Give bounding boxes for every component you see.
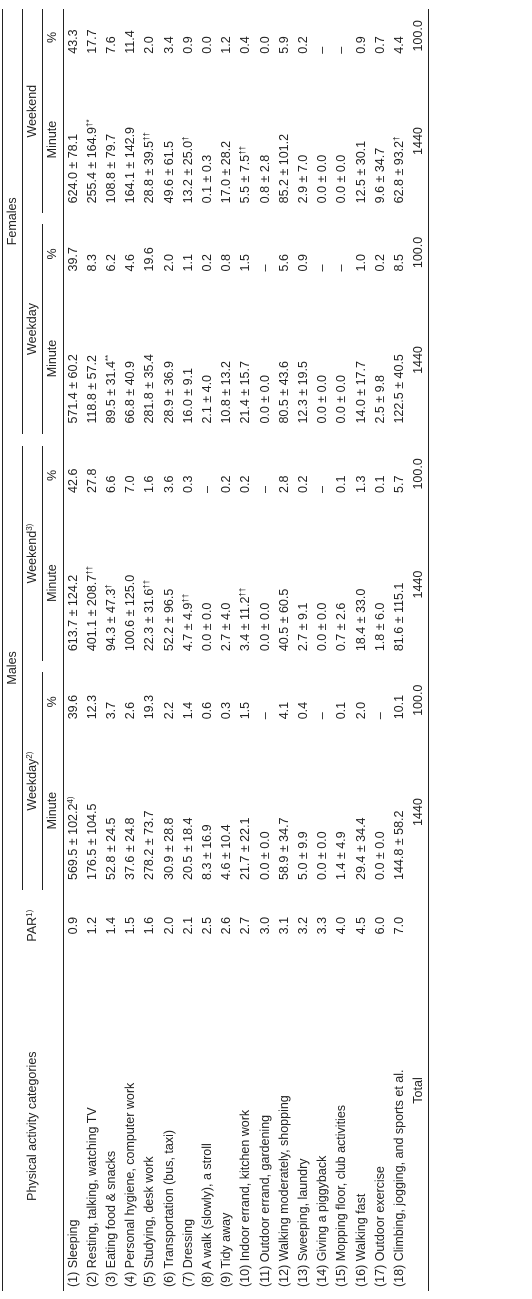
males-weekend-minute-cell: 40.5 ± 60.5 bbox=[276, 588, 291, 652]
males-weekday-minute-cell: 58.9 ± 34.7 bbox=[276, 817, 291, 880]
females-weekend-minute-cell: 12.5 ± 30.1 bbox=[353, 140, 368, 204]
males-weekday-percent-cell: – bbox=[315, 712, 330, 720]
percent-header: % bbox=[43, 224, 63, 283]
females-weekend-minute-cell: 28.8 ± 39.5†† bbox=[142, 131, 157, 204]
females-weekday-percent-cell: – bbox=[257, 264, 272, 272]
males-weekend-minute-cell: 0.0 ± 0.0 bbox=[315, 602, 330, 652]
males-weekday-percent-cell: 39.6 bbox=[65, 694, 80, 720]
females-weekend-minute-cell: 624.0 ± 78.1 bbox=[65, 133, 80, 204]
par-cell: 2.1 bbox=[180, 916, 195, 935]
females-weekday-percent-cell: 39.7 bbox=[65, 247, 80, 272]
females-weekend-minute-cell: 0.0 ± 0.0 bbox=[315, 154, 330, 204]
males-weekday-percent-cell: 12.3 bbox=[84, 694, 99, 720]
activity-category-cell: (14) Giving a piggyback bbox=[315, 1155, 330, 1287]
males-weekend-percent-cell: 0.2 bbox=[296, 475, 311, 493]
females-weekend-percent-cell: – bbox=[334, 46, 349, 54]
females-weekend-minute-cell: 164.1 ± 142.9 bbox=[123, 126, 138, 204]
males-weekday-minute-cell: 20.5 ± 18.4 bbox=[180, 817, 195, 880]
table-row bbox=[140, 9, 159, 1291]
activity-category-cell: (1) Sleeping bbox=[65, 1219, 80, 1287]
males-weekend-minute-cell: 52.2 ± 96.5 bbox=[161, 588, 176, 652]
females-weekend-total-percent: 100.0 bbox=[409, 9, 429, 66]
males-weekday-minute-cell: 0.0 ± 0.0 bbox=[372, 831, 387, 880]
males-weekend-percent-cell: 2.8 bbox=[276, 475, 291, 493]
males-weekday-percent-cell: – bbox=[257, 712, 272, 720]
males-weekend-percent-cell: 0.1 bbox=[334, 475, 349, 493]
par-cell: 0.9 bbox=[65, 916, 80, 935]
percent-header: % bbox=[43, 9, 63, 66]
table-row bbox=[352, 9, 371, 1291]
males-weekend-minute-cell: 0.0 ± 0.0 bbox=[200, 602, 215, 652]
females-weekend-percent-cell: 0.0 bbox=[257, 36, 272, 54]
males-weekend-percent-cell: – bbox=[315, 485, 330, 493]
females-weekday-percent-cell: 4.6 bbox=[123, 254, 138, 272]
activity-category-cell: (10) Indoor errand, kitchen work bbox=[238, 1109, 253, 1287]
minute-header: Minute bbox=[43, 66, 63, 214]
minute-header: Minute bbox=[43, 283, 63, 433]
females-weekday-minute-cell: 0.0 ± 0.0 bbox=[315, 374, 330, 424]
males-weekday-minute-cell: $569.5 \pm 102.2^{4)}$ bbox=[65, 796, 80, 880]
activity-category-cell: (4) Personal hygiene, computer work bbox=[123, 1082, 138, 1287]
minute-header: Minute bbox=[43, 505, 63, 661]
males-weekday-percent-cell: 10.1 bbox=[392, 694, 407, 720]
females-weekday-total-percent: 100.0 bbox=[409, 224, 429, 283]
females-weekday-minute-cell: 10.8 ± 13.2 bbox=[219, 361, 234, 424]
females-weekday-header: Weekday bbox=[23, 224, 43, 433]
females-weekend-percent-cell: 2.0 bbox=[142, 36, 157, 54]
males-weekend-percent-cell: 0.2 bbox=[238, 475, 253, 493]
females-weekday-percent-cell: 0.2 bbox=[200, 254, 215, 272]
females-weekday-percent-cell: 0.2 bbox=[372, 254, 387, 272]
par-cell: 3.0 bbox=[257, 916, 272, 935]
females-weekday-percent-cell: 1.0 bbox=[353, 254, 368, 272]
par-cell: 2.7 bbox=[238, 916, 253, 935]
females-weekend-percent-cell: 7.6 bbox=[104, 36, 119, 54]
males-weekday-percent-cell: 0.4 bbox=[296, 701, 311, 720]
females-weekday-minute-cell: 281.8 ± 35.4 bbox=[142, 354, 157, 424]
females-weekend-percent-cell: 4.4 bbox=[392, 36, 407, 54]
males-weekend-minute-cell: 18.4 ± 33.0 bbox=[353, 588, 368, 652]
par-cell: 3.1 bbox=[276, 916, 291, 935]
table-row bbox=[198, 9, 217, 1291]
females-weekend-minute-cell: 17.0 ± 28.2 bbox=[219, 140, 234, 204]
females-weekend-percent-cell: – bbox=[315, 46, 330, 54]
table-row bbox=[236, 9, 255, 1291]
females-weekend-minute-cell: 0.0 ± 0.0 bbox=[334, 154, 349, 204]
females-weekend-minute-cell: 62.8 ± 93.2† bbox=[392, 136, 407, 204]
males-weekday-minute-cell: 4.6 ± 10.4 bbox=[219, 824, 234, 880]
females-weekday-percent-cell: 0.8 bbox=[219, 254, 234, 272]
females-weekday-percent-cell: 5.6 bbox=[276, 254, 291, 272]
table-row bbox=[332, 9, 351, 1291]
females-weekend-percent-cell: 0.0 bbox=[200, 36, 215, 54]
table-row bbox=[121, 9, 140, 1291]
males-weekday-total-percent: 100.0 bbox=[409, 672, 429, 731]
males-weekday-percent-cell: 0.3 bbox=[219, 701, 234, 720]
males-weekday-minute-cell: 1.4 ± 4.9 bbox=[334, 831, 349, 880]
females-weekend-minute-cell: 9.6 ± 34.7 bbox=[372, 147, 387, 204]
females-weekday-minute-cell: 0.0 ± 0.0 bbox=[257, 374, 272, 424]
males-weekday-minute-cell: 5.0 ± 9.9 bbox=[296, 831, 311, 880]
females-weekend-minute-cell: 5.5 ± 7.5†† bbox=[238, 145, 253, 204]
males-weekday-percent-cell: – bbox=[372, 712, 387, 720]
males-weekday-minute-cell: 0.0 ± 0.0 bbox=[257, 831, 272, 880]
females-weekend-minute-cell: 0.8 ± 2.8 bbox=[257, 154, 272, 204]
males-weekday-minute-cell: 144.8 ± 58.2 bbox=[392, 810, 407, 880]
males-weekend-percent-cell: – bbox=[257, 485, 272, 493]
females-weekday-percent-cell: – bbox=[334, 264, 349, 272]
males-weekday-minute-cell: 176.5 ± 104.5 bbox=[84, 803, 99, 880]
females-weekday-minute-cell: 2.5 ± 9.8 bbox=[372, 374, 387, 424]
table-row bbox=[371, 9, 390, 1291]
activity-category-cell: (16) Walking fast bbox=[353, 1193, 368, 1287]
males-weekday-percent-cell: 2.2 bbox=[161, 701, 176, 720]
minute-header: Minute bbox=[43, 731, 63, 890]
percent-header: % bbox=[43, 446, 63, 505]
males-weekend-minute-cell: 1.8 ± 6.0 bbox=[372, 602, 387, 652]
females-header: Females bbox=[3, 9, 23, 434]
par-cell: 7.0 bbox=[392, 916, 407, 935]
table-row bbox=[83, 9, 102, 1291]
males-weekend-minute-cell: 401.1 ± 208.7†† bbox=[84, 565, 99, 652]
activity-category-cell: (8) A walk (slowly), a stroll bbox=[200, 1143, 215, 1287]
females-weekend-minute-cell: 0.1 ± 0.3 bbox=[200, 154, 215, 204]
females-weekend-percent-cell: 0.9 bbox=[353, 36, 368, 54]
females-weekend-percent-cell: 0.2 bbox=[296, 36, 311, 54]
total-row bbox=[409, 9, 429, 1291]
males-weekend-percent-cell: 1.6 bbox=[142, 475, 157, 493]
table-row bbox=[256, 9, 275, 1291]
males-weekend-header: Weekend$^{3)}$ bbox=[23, 446, 43, 661]
table-row bbox=[313, 9, 332, 1291]
females-weekend-percent-cell: 5.9 bbox=[276, 36, 291, 54]
females-weekday-minute-cell: 21.4 ± 15.7 bbox=[238, 361, 253, 424]
activity-category-cell: (7) Dressing bbox=[180, 1218, 195, 1287]
females-weekend-percent-cell: 0.7 bbox=[372, 36, 387, 54]
par-cell: 4.0 bbox=[334, 916, 349, 935]
males-weekend-minute-cell: 94.3 ± 47.3† bbox=[104, 584, 119, 652]
females-weekday-minute-cell: 122.5 ± 40.5 bbox=[392, 354, 407, 424]
physical-activity-table bbox=[2, 9, 429, 1291]
males-weekend-percent-cell: 5.7 bbox=[392, 475, 407, 493]
males-weekend-minute-cell: 22.3 ± 31.6†† bbox=[142, 579, 157, 652]
males-weekend-total-percent: 100.0 bbox=[409, 446, 429, 505]
males-weekend-percent-cell: 6.6 bbox=[104, 475, 119, 493]
males-weekday-percent-cell: 3.7 bbox=[104, 701, 119, 720]
males-weekday-minute-cell: 30.9 ± 28.8 bbox=[161, 817, 176, 880]
table-header bbox=[3, 9, 64, 1291]
males-weekday-minute-cell: 29.4 ± 34.4 bbox=[353, 817, 368, 880]
females-weekend-percent-cell: 3.4 bbox=[161, 36, 176, 54]
females-weekday-minute-cell: 2.1 ± 4.0 bbox=[200, 374, 215, 424]
males-weekend-minute-cell: 0.7 ± 2.6 bbox=[334, 602, 349, 652]
activity-category-cell: (13) Sweeping, laundry bbox=[296, 1158, 311, 1287]
par-cell: 3.3 bbox=[315, 916, 330, 935]
par-cell: 1.6 bbox=[142, 916, 157, 935]
females-weekend-percent-cell: 0.4 bbox=[238, 36, 253, 54]
males-weekend-minute-cell: 4.7 ± 4.9†† bbox=[180, 593, 195, 652]
females-weekend-total-minute: 1440 bbox=[409, 66, 429, 214]
males-weekend-percent-cell: 42.6 bbox=[65, 468, 80, 493]
males-weekday-percent-cell: 1.4 bbox=[180, 701, 195, 720]
females-weekday-minute-cell: 571.4 ± 60.2 bbox=[65, 354, 80, 424]
total-label: Total bbox=[409, 890, 429, 1291]
females-weekend-percent-cell: 11.4 bbox=[123, 30, 138, 54]
females-weekday-minute-cell: 66.8 ± 40.9 bbox=[123, 361, 138, 424]
females-weekday-minute-cell: 0.0 ± 0.0 bbox=[334, 374, 349, 424]
males-weekday-minute-cell: 21.7 ± 22.1 bbox=[238, 817, 253, 880]
par-cell: 2.5 bbox=[200, 916, 215, 935]
males-weekday-percent-cell: 0.1 bbox=[334, 701, 349, 720]
activity-category-cell: (17) Outdoor exercise bbox=[372, 1166, 387, 1287]
females-weekday-minute-cell: 12.3 ± 19.5 bbox=[296, 361, 311, 424]
table-row bbox=[390, 9, 409, 1291]
category-header: Physical activity categories bbox=[3, 961, 64, 1291]
females-weekday-total-minute: 1440 bbox=[409, 283, 429, 433]
males-weekday-minute-cell: 37.6 ± 24.8 bbox=[123, 817, 138, 880]
par-cell: 4.5 bbox=[353, 916, 368, 935]
females-weekday-percent-cell: 6.2 bbox=[104, 254, 119, 272]
males-weekend-percent-cell: 1.3 bbox=[353, 475, 368, 493]
males-weekend-minute-cell: 100.6 ± 125.0 bbox=[123, 574, 138, 652]
activity-category-cell: (2) Resting, talking, watching TV bbox=[84, 1107, 99, 1287]
males-weekend-percent-cell: 7.0 bbox=[123, 475, 138, 493]
activity-category-cell: (18) Climbing, jogging, and sports et al. bbox=[392, 1069, 407, 1287]
activity-category-cell: (15) Mopping floor, club activities bbox=[334, 1104, 349, 1287]
females-weekday-percent-cell: – bbox=[315, 264, 330, 272]
males-weekend-minute-cell: 613.7 ± 124.2 bbox=[65, 574, 80, 652]
activity-category-cell: (5) Studying, desk work bbox=[142, 1156, 157, 1287]
percent-header: % bbox=[43, 672, 63, 731]
table-body bbox=[63, 9, 429, 1291]
par-cell: 6.0 bbox=[372, 916, 387, 935]
females-weekend-percent-cell: 1.2 bbox=[219, 36, 234, 54]
males-weekday-percent-cell: 2.0 bbox=[353, 701, 368, 720]
activity-category-cell: (3) Eating food & snacks bbox=[104, 1150, 119, 1287]
females-weekday-percent-cell: 19.6 bbox=[142, 247, 157, 272]
males-weekday-percent-cell: 0.6 bbox=[200, 701, 215, 720]
par-cell: 3.2 bbox=[296, 916, 311, 935]
males-weekend-minute-cell: 0.0 ± 0.0 bbox=[257, 602, 272, 652]
females-weekday-percent-cell: 2.0 bbox=[161, 254, 176, 272]
females-weekend-minute-cell: 85.2 ± 101.2 bbox=[276, 133, 291, 204]
par-cell: 1.2 bbox=[84, 916, 99, 935]
males-weekday-minute-cell: 52.8 ± 24.5 bbox=[104, 817, 119, 880]
males-weekend-minute-cell: 2.7 ± 4.0 bbox=[219, 602, 234, 652]
table-row bbox=[217, 9, 236, 1291]
males-weekend-percent-cell: 0.1 bbox=[372, 475, 387, 493]
males-weekend-total-minute: 1440 bbox=[409, 505, 429, 661]
females-weekday-percent-cell: 8.5 bbox=[392, 254, 407, 272]
females-weekday-percent-cell: 1.1 bbox=[180, 254, 195, 272]
females-weekend-minute-cell: 108.8 ± 79.7 bbox=[104, 133, 119, 204]
table-row bbox=[102, 9, 121, 1291]
males-weekday-minute-cell: 8.3 ± 16.9 bbox=[200, 824, 215, 880]
females-weekend-header: Weekend bbox=[23, 9, 43, 213]
par-cell: 1.4 bbox=[104, 916, 119, 935]
females-weekday-minute-cell: 118.8 ± 57.2 bbox=[84, 355, 99, 424]
table-row bbox=[179, 9, 198, 1291]
females-weekend-percent-cell: 0.9 bbox=[180, 36, 195, 54]
males-weekday-percent-cell: 2.6 bbox=[123, 701, 138, 720]
table-row bbox=[160, 9, 179, 1291]
males-weekend-minute-cell: 3.4 ± 11.2†† bbox=[238, 587, 253, 652]
females-weekday-percent-cell: 8.3 bbox=[84, 254, 99, 272]
females-weekday-minute-cell: 16.0 ± 9.1 bbox=[180, 368, 195, 424]
par-header: PAR$^{1)}$ bbox=[3, 890, 64, 961]
males-weekday-percent-cell: 4.1 bbox=[276, 701, 291, 720]
females-weekend-minute-cell: 13.2 ± 25.0† bbox=[180, 136, 195, 204]
activity-category-cell: (11) Outdoor errand, gardening bbox=[257, 1114, 272, 1287]
males-weekday-minute-cell: 0.0 ± 0.0 bbox=[315, 831, 330, 880]
par-cell: 1.5 bbox=[123, 916, 138, 935]
males-weekend-percent-cell: 27.8 bbox=[84, 468, 99, 493]
males-weekend-percent-cell: – bbox=[200, 485, 215, 493]
activity-category-cell: (12) Walking moderately, shopping bbox=[276, 1095, 291, 1287]
males-weekend-percent-cell: 3.6 bbox=[161, 475, 176, 493]
females-weekend-minute-cell: 2.9 ± 7.0 bbox=[296, 154, 311, 204]
males-weekend-percent-cell: 0.2 bbox=[219, 475, 234, 493]
table-row bbox=[63, 9, 83, 1291]
males-header: Males bbox=[3, 446, 23, 890]
males-weekday-header: Weekday$^{2)}$ bbox=[23, 672, 43, 890]
activity-category-cell: (9) Tidy away bbox=[219, 1212, 234, 1287]
females-weekend-percent-cell: 17.7 bbox=[84, 29, 99, 54]
females-weekday-minute-cell: 89.5 ± 31.4** bbox=[104, 354, 119, 424]
females-weekend-minute-cell: 255.4 ± 164.9†* bbox=[84, 119, 99, 204]
table-row bbox=[275, 9, 294, 1291]
males-weekday-percent-cell: 19.3 bbox=[142, 694, 157, 720]
males-weekend-minute-cell: 2.7 ± 9.1 bbox=[296, 602, 311, 652]
par-cell: 2.6 bbox=[219, 916, 234, 935]
females-weekday-minute-cell: 14.0 ± 17.7 bbox=[353, 361, 368, 424]
females-weekday-percent-cell: 1.5 bbox=[238, 254, 253, 272]
activity-category-cell: (6) Transportation (bus, taxi) bbox=[161, 1129, 176, 1287]
par-cell: 2.0 bbox=[161, 916, 176, 935]
males-weekend-minute-cell: 81.6 ± 115.1 bbox=[392, 582, 407, 652]
females-weekday-minute-cell: 28.9 ± 36.9 bbox=[161, 361, 176, 424]
table-row bbox=[294, 9, 313, 1291]
males-weekday-percent-cell: 1.5 bbox=[238, 701, 253, 720]
females-weekend-minute-cell: 49.6 ± 61.5 bbox=[161, 140, 176, 204]
males-weekday-total-minute: 1440 bbox=[409, 731, 429, 890]
males-weekday-minute-cell: 278.2 ± 73.7 bbox=[142, 810, 157, 880]
females-weekday-percent-cell: 0.9 bbox=[296, 254, 311, 272]
females-weekend-percent-cell: 43.3 bbox=[65, 29, 80, 54]
females-weekday-minute-cell: 80.5 ± 43.6 bbox=[276, 361, 291, 424]
males-weekend-percent-cell: 0.3 bbox=[180, 475, 195, 493]
